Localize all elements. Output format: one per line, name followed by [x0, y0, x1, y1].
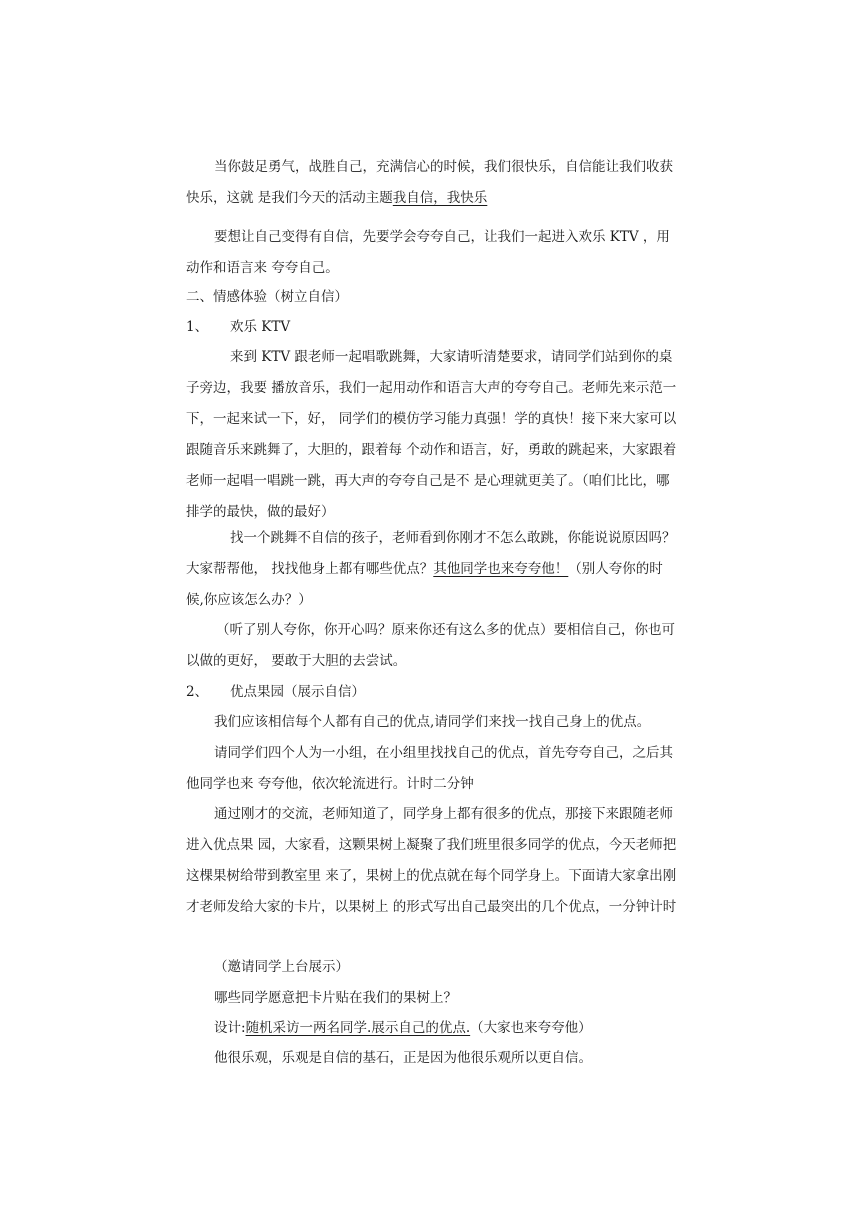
optimism-paragraph: 他很乐观，乐观是自信的基石，正是因为他很乐观所以更自信。: [214, 1050, 592, 1066]
invite-students-paragraph: （邀请同学上台展示）: [214, 959, 349, 975]
design-note: （大家也来夸夸他）: [470, 1020, 592, 1036]
interview-underlined: 随机采访一两名同学.展示自己的优点.: [245, 1020, 471, 1036]
list-number: 1、: [186, 319, 209, 335]
activity-theme-underlined: 我自信，我快乐: [392, 190, 488, 206]
list-item-title: 优点果园（展示自信）: [230, 684, 365, 700]
list-item-2-heading: [186, 677, 678, 708]
section-heading-emotional-experience: 二、情感体验（树立自信）: [186, 289, 348, 305]
design-paragraph: [186, 1013, 678, 1044]
strengths-paragraph: 我们应该相信每个人都有自己的优点,请同学们来找一找自己身上的优点。: [214, 714, 651, 730]
ktv-intro-paragraph: 要想让自己变得有自信，先要学会夸夸自己，让我们一起进入欢乐 KTV ，用动作和语言来 夸夸自己。: [186, 229, 670, 276]
design-label: 设计:: [214, 1020, 246, 1036]
intro-text: 当你鼓足勇气，战胜自己，充满信心的时候，我们很快乐，自信能让我们收获快乐，这就 是我们今天的活动主题: [186, 159, 673, 206]
list-number: 2、: [186, 684, 209, 700]
list-item-title: 欢乐 KTV: [230, 319, 291, 335]
fruit-tree-paragraph: 通过刚才的交流，老师知道了，同学身上都有很多的优点，那接下来跟随老师进入优点果 园，大家看，这颗果树上凝聚了我们班里很多同学的优点，今天老师把这棵果树给带到教室里 来了，果树上的优点就在每个同学身上。下面请大家拿出刚才老师发给大家的卡片，以果树上 的形式写出自己最突出的几个优点，一分钟计时: [186, 806, 677, 915]
question-paragraph: 哪些同学愿意把卡片贴在我们的果树上？: [214, 990, 457, 1006]
shy-child-paragraph: [186, 523, 678, 616]
shy-child-question: （别人夸你的时候,你应该怎么办？）: [186, 561, 663, 608]
ktv-activity-paragraph: 来到 KTV 跟老师一起唱歌跳舞，大家请听清楚要求，请同学们站到你的桌子旁边，我要 播放音乐，我们一起用动作和语言大声的夸夸自己。老师先来示范一下，一起来试一下，好， 同学们的模仿学习能力真强！学的真快！接下来大家可以跟随音乐来跳舞了，大胆的，跟着每 个动作和语言，好，勇敢的跳起来，大家跟着老师一起唱一唱跳一跳，再大声的夸夸自己是不 是心理就更美了。（咱们比比，哪排学的最快，做的最好）: [186, 349, 677, 520]
believe-yourself-paragraph: （听了别人夸你，你开心吗？原来你还有这么多的优点）要相信自己，你也可以做的更好， 要敢于大胆的去尝试。: [186, 622, 675, 669]
list-item-1-heading: [186, 312, 678, 343]
intro-paragraph: [186, 152, 678, 214]
praise-him-underlined: 其他同学也来夸夸他！: [433, 561, 569, 577]
shy-child-text: 找一个跳舞不自信的孩子，老师看到你刚才不怎么敢跳，你能说说原因吗？大家帮帮他， 找找他身上都有哪些优点？: [186, 530, 676, 577]
group-activity-paragraph: 请同学们四个人为一小组，在小组里找找自己的优点，首先夸夸自己，之后其他同学也来 夸夸他，依次轮流进行。计时二分钟: [186, 745, 673, 792]
